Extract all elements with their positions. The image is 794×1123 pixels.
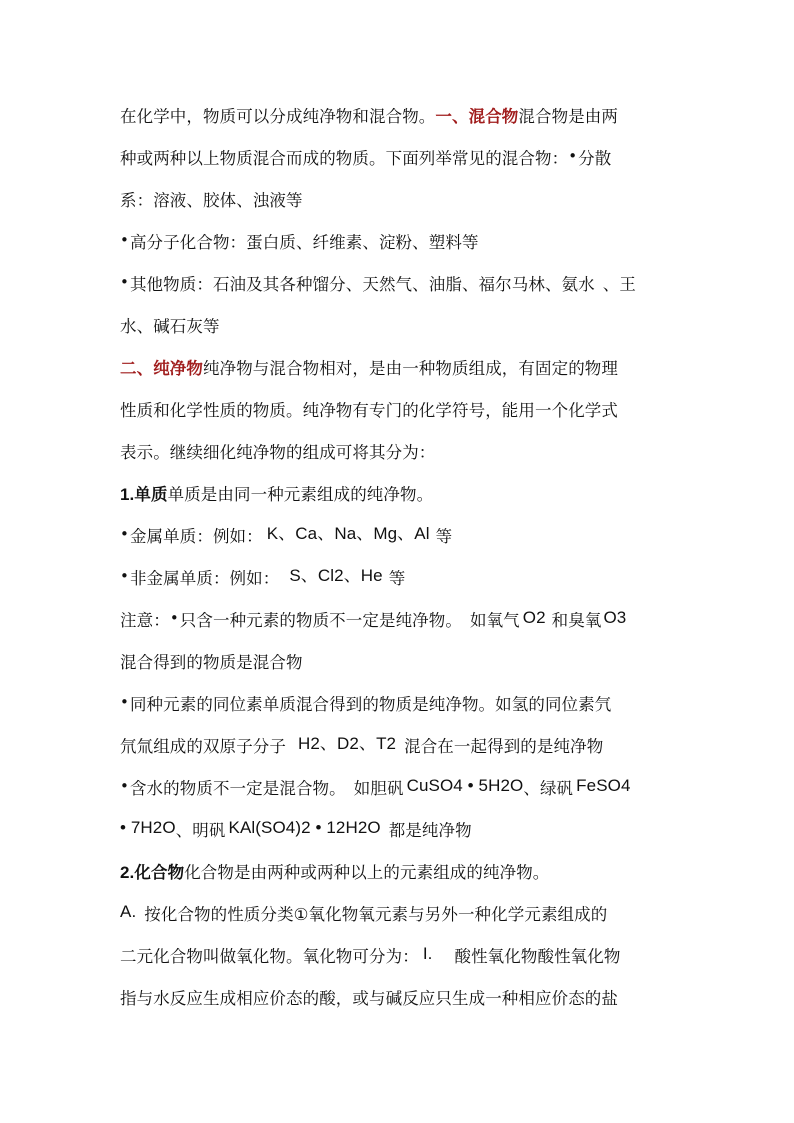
subsection-number: 2. [120, 863, 135, 882]
list-item [120, 776, 680, 799]
note-text: 混合得到的物质是混合物 [120, 653, 303, 672]
bullet-text: 高分子化合物：蛋白质、纤维素、淀粉、塑料等 [129, 233, 479, 252]
part-text: 指与水反应生成相应价态的酸，或与碱反应只生成一种相应价态的盐 [120, 989, 618, 1008]
note-label: 注意： [120, 611, 170, 630]
section-2-title: 二、纯净物 [120, 359, 203, 378]
note-text: 如胆矾 [353, 779, 404, 798]
part-text: 二元化合物叫做氧化物。氧化物可分为： [120, 947, 419, 966]
intro-line [120, 107, 680, 127]
section-2-line [120, 359, 680, 379]
bullet-icon: • [120, 273, 129, 291]
roman-numeral: I. [422, 944, 433, 963]
list-item [120, 524, 680, 547]
note-text: 混合在一起得到的是纯净物 [404, 737, 604, 756]
section-2-text: 表示。继续细化纯净物的组成可将其分为： [120, 443, 436, 462]
paragraph-line [120, 191, 680, 211]
subsection-text: 化合物是由两种或两种以上的元素组成的纯净物。 [184, 863, 550, 882]
subsection-number: 1. [120, 485, 135, 504]
bullet-text: 分散 [578, 149, 612, 168]
bullet-icon: • [169, 609, 179, 627]
bullet-text: 金属单质：例如： [129, 527, 263, 546]
section-2-text: 纯净物与混合物相对，是由一种物质组成，有固定的物理 [203, 359, 618, 378]
bullet-text: 等 [435, 527, 453, 546]
bullet-icon: • [120, 231, 129, 249]
bullet-icon: • [568, 147, 578, 165]
note-text: 、绿矾 [523, 779, 574, 798]
dispersion-text: 系：溶液、胶体、浊液等 [120, 191, 303, 210]
bullet-text: 其他物质：石油及其各种馏分、天然气、油脂、福尔马林、氨水 [129, 275, 595, 294]
intro-text: 在化学中，物质可以分成纯净物和混合物。 [120, 107, 436, 126]
paragraph-line [120, 653, 680, 673]
subsection-title: 单质 [134, 485, 168, 504]
note-text: 和臭氧 [551, 611, 602, 630]
section-2-text: 性质和化学性质的物质。纯净物有专门的化学符号，能用一个化学式 [120, 401, 618, 420]
formula-text: • 7H2O [120, 818, 176, 837]
paragraph-line [120, 443, 680, 463]
formula-text: CuSO4 • 5H2O [406, 776, 524, 795]
paragraph-line [120, 317, 680, 337]
formula-text: FeSO4 [576, 776, 631, 795]
section-1-title: 一、混合物 [435, 107, 519, 126]
subsection-2-line [120, 863, 680, 883]
note-text: 如氧气 [469, 611, 520, 630]
paragraph-line [120, 818, 680, 841]
paragraph-line [120, 902, 680, 925]
paragraph-line [120, 944, 680, 967]
list-item [120, 695, 680, 715]
list-item [120, 566, 680, 589]
paragraph-line [120, 149, 680, 169]
section-1-text: 混合物是由两 [518, 107, 619, 126]
formula-text: S、Cl2、He [289, 566, 383, 585]
bullet-icon: • [120, 693, 129, 711]
paragraph-line [120, 401, 680, 421]
bullet-text: 、王 [602, 275, 636, 294]
list-item [120, 275, 680, 295]
note-line [120, 608, 680, 631]
note-text: 都是纯净物 [388, 821, 472, 840]
formula-text: KAl(SO4)2 • 12H2O [228, 818, 381, 837]
part-label: A. [120, 902, 137, 921]
bullet-icon: • [120, 525, 129, 543]
subsection-1-line [120, 485, 680, 505]
mix-definition: 种或两种以上物质混合而成的物质。下面列举常见的混合物： [120, 149, 569, 168]
paragraph-line [120, 989, 680, 1009]
note-text: 氘氚组成的双原子分子 [120, 737, 286, 756]
formula-text: H2、D2、T2 [298, 734, 397, 753]
bullet-text: 非金属单质：例如： [129, 569, 280, 588]
note-text: 含水的物质不一定是混合物。 [129, 779, 346, 798]
subsection-title: 化合物 [134, 863, 185, 882]
subsection-text: 单质是由同一种元素组成的纯净物。 [167, 485, 434, 504]
list-item [120, 233, 680, 253]
note-text: 只含一种元素的物质不一定是纯净物。 [179, 611, 462, 630]
note-text: 同种元素的同位素单质混合得到的物质是纯净物。如氢的同位素氕 [129, 695, 612, 714]
part-text: 酸性氧化物酸性氧化物 [454, 947, 621, 966]
bullet-text: 等 [388, 569, 406, 588]
bullet-icon: • [120, 567, 129, 585]
formula-text: K、Ca、Na、Mg、Al [266, 524, 430, 543]
paragraph-line [120, 734, 680, 757]
bullet-text: 水、碱石灰等 [120, 317, 220, 336]
part-text: 按化合物的性质分类①氧化物氧元素与另外一种化学元素组成的 [144, 905, 608, 924]
formula-text: O2 [522, 608, 546, 627]
bullet-icon: • [120, 777, 129, 795]
note-text: 、明矾 [175, 821, 226, 840]
formula-text: O3 [603, 608, 627, 627]
